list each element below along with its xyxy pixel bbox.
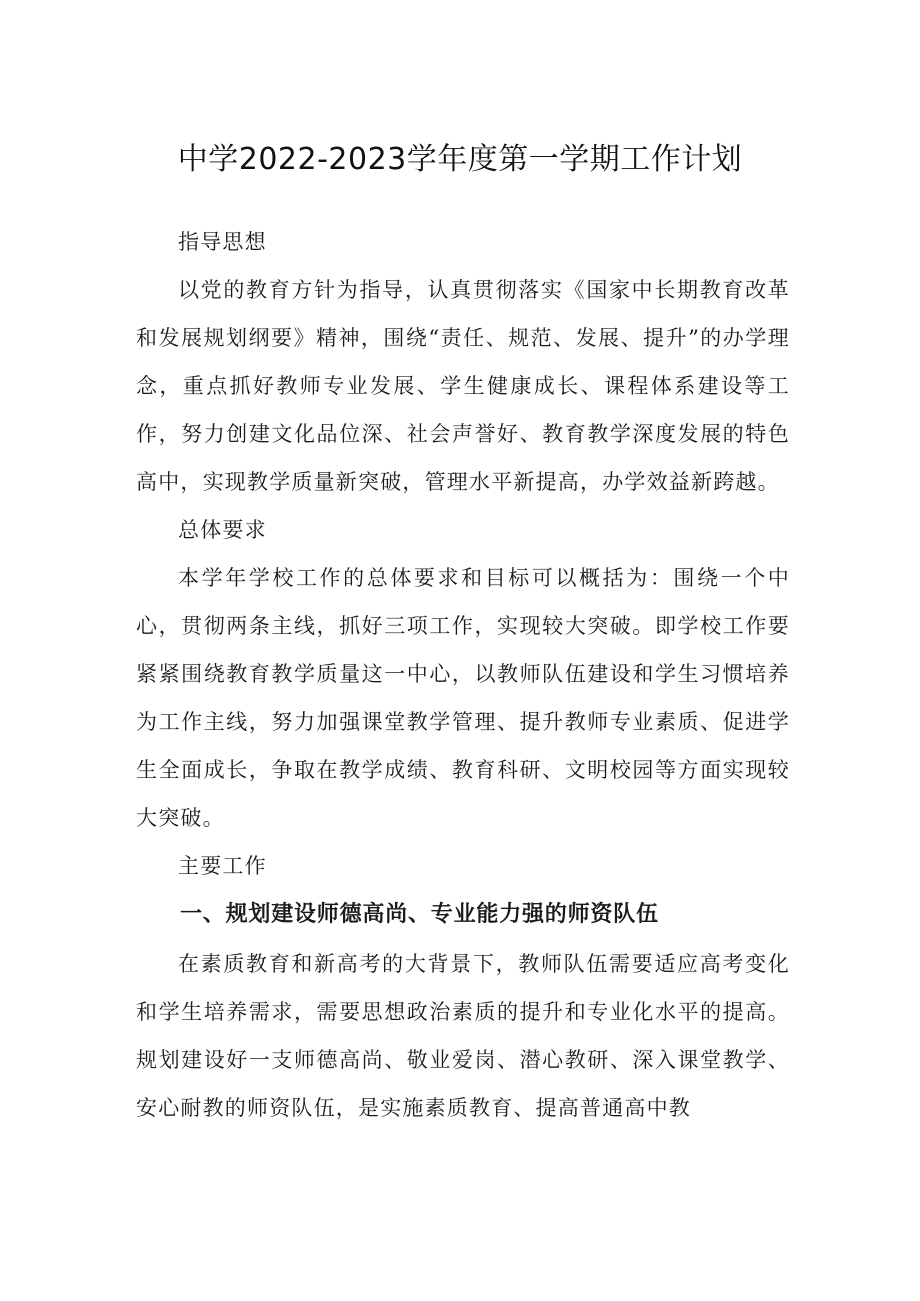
section-heading-guiding-ideology: 指导思想 xyxy=(178,230,267,254)
section-heading-overall-requirements: 总体要求 xyxy=(178,518,267,542)
paragraph-teacher-team: 在素质教育和新高考的大背景下，教师队伍需要适应高考变化和学生培养需求，需要思想政治素质的提升和专业化水平的提高。规划建设好一支师德高尚、敬业爱岗、潜心教研、深入课堂教学、安心耐教的师资队伍，是实施素质教育、提高普通高中教 xyxy=(136,952,790,1120)
section-heading-main-work: 主要工作 xyxy=(178,854,267,878)
document-title: 中学2022-2023学年度第一学期工作计划 xyxy=(177,142,743,177)
document-body xyxy=(136,218,790,1132)
paragraph-guiding-ideology: 以党的教育方针为指导，认真贯彻落实《国家中长期教育改革和发展规划纲要》精神，围绕“责任、规范、发展、提升”的办学理念，重点抓好教师专业发展、学生健康成长、课程体系建设等工作，努力创建文化品位深、社会声誉好、教育教学深度发展的特色高中，实现教学质量新突破，管理水平新提高，办学效益新跨越。 xyxy=(136,278,790,494)
subsection-heading-teacher-team: 一、规划建设师德高尚、专业能力强的师资队伍 xyxy=(180,902,659,927)
paragraph-overall-requirements: 本学年学校工作的总体要求和目标可以概括为：围绕一个中心，贯彻两条主线，抓好三项工作，实现较大突破。即学校工作要紧紧围绕教育教学质量这一中心，以教师队伍建设和学生习惯培养为工作主线，努力加强课堂教学管理、提升教师专业素质、促进学生全面成长，争取在教学成绩、教育科研、文明校园等方面实现较大突破。 xyxy=(136,566,790,830)
